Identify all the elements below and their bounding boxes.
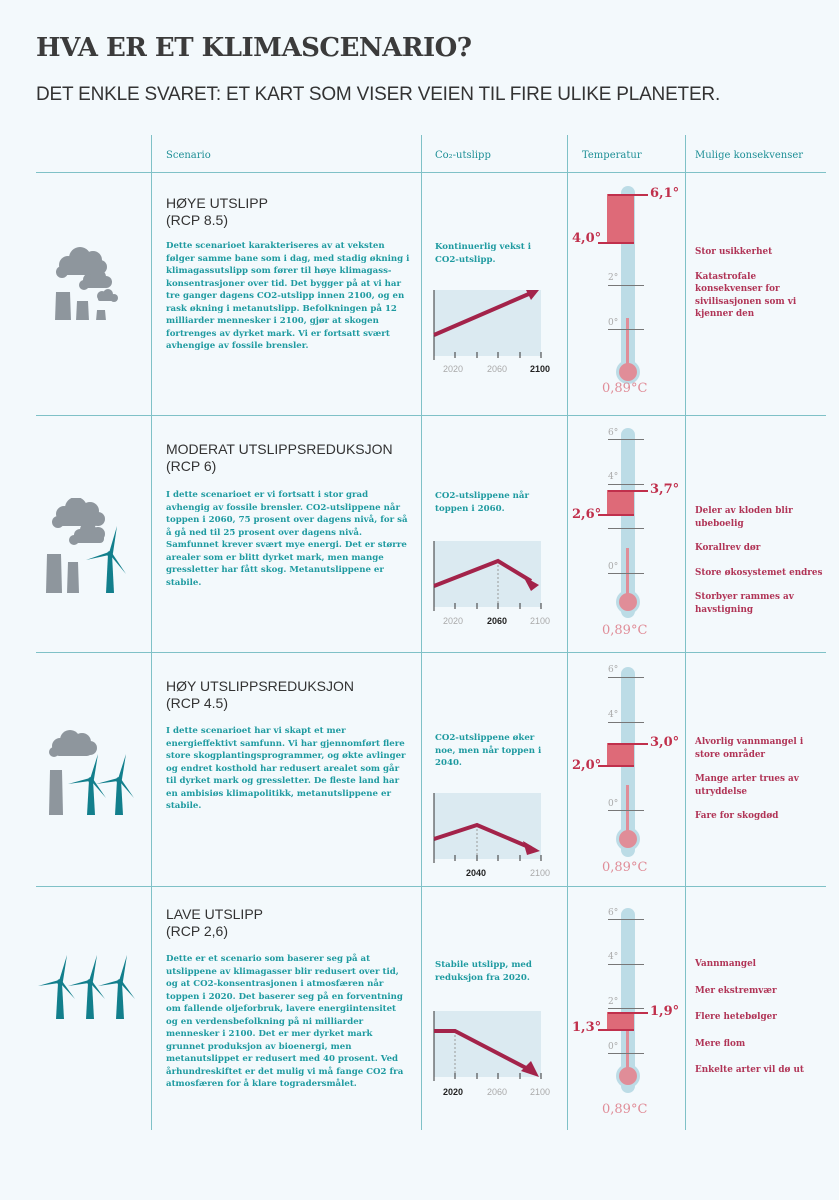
temp-high: 1,9°: [650, 1004, 680, 1019]
temp-tick: 4°: [608, 472, 619, 482]
consequence-item: Katastrofale konsekvenser for sivilisasjonen som vi kjenner den: [695, 271, 797, 319]
consequence-item: Storbyer rammes av havstigning: [695, 592, 794, 615]
temp-tick: 2°: [608, 273, 619, 283]
column-header-co2: Co₂-utslipp: [435, 150, 491, 161]
consequence-item: Stor usikkerhet: [695, 247, 773, 257]
co2-axis-label: 2060: [487, 364, 508, 374]
consequence-item: Deler av kloden blir ubeboelig: [695, 506, 793, 529]
consequence-item: Flere hetebølger: [695, 1012, 777, 1022]
temp-tick: 6°: [608, 428, 619, 438]
scenario-description: Dette scenarioet karakteriseres av at veksten følger samme bane som i dag, med stadig økning i klimagassutslipp som fører til høye klimagass-konsentrasjoner over tid. Det bygger på at vi har tre ganger dagens CO2-utslipp innen 2100, og en rask økning i metanutslipp. Befolkningen på 12 milliarder mennesker i 2100, gjør at skogen fortrenges av dyrket mark. Vi er fortsatt svært avhengige av fossile brensler.: [166, 241, 410, 351]
temp-tick: 0°: [608, 318, 619, 328]
scenario-title: HØY UTSLIPPSREDUKSJON: [166, 678, 355, 694]
co2-trend-chart: [433, 290, 545, 370]
consequence-item: Mange arter trues av utryddelse: [695, 774, 799, 797]
column-header-temperature: Temperatur: [582, 150, 642, 161]
column-divider: [151, 135, 152, 1130]
co2-axis-label-highlight: 2020: [443, 1087, 464, 1097]
scenario-description: I dette scenarioet er vi fortsatt i stor grad avhengig av fossile brensler. CO2-utslippene når toppen i 2060, 75 prosent over dagens nivå, for så å gå ned til 25 prosent over dagens nivå. Samfunnet krever svært mye energi. Det er større arealer som er blitt dyrket mark, men mange gressletter har fått skog. Metanutslippene er stabile.: [166, 490, 408, 588]
scenario-rcp: (RCP 4.5): [166, 695, 228, 711]
co2-axis-label: 2020: [443, 616, 464, 626]
consequence-item: Enkelte arter vil dø ut: [695, 1065, 804, 1075]
factory-smoke-with-two-wind-turbines-icon: [38, 730, 138, 816]
page-subtitle: DET ENKLE SVARET: ET KART SOM VISER VEIEN TIL FIRE ULIKE PLANETER.: [36, 84, 721, 105]
co2-axis-label-highlight: 2040: [466, 868, 487, 878]
consequence-item: Korallrev dør: [695, 543, 761, 553]
three-wind-turbines-icon: [38, 955, 138, 1021]
thermometer: [572, 424, 690, 654]
scenario-description: I dette scenarioet har vi skapt et mer energieffektivt samfunn. Vi har gjennomført flere store skogplantingsprogrammer, og økte avlinger og endret kosthold har redusert arealet som går til dyrket mark og gressletter. De fleste land har en ambisiøs klimapolitikk, metanutslippene er stabile.: [166, 726, 406, 811]
temp-tick: 4°: [608, 952, 619, 962]
row-divider: [36, 652, 826, 653]
column-header-consequences: Mulige konsekvenser: [695, 150, 804, 161]
co2-axis-label: 2060: [487, 1087, 508, 1097]
co2-description: Kontinuerlig vekst i CO2-utslipp.: [435, 242, 531, 265]
temp-tick: 2°: [608, 997, 619, 1007]
row-divider: [36, 886, 826, 887]
consequence-item: Alvorlig vannmangel i store områder: [695, 737, 804, 760]
page-title: HVA ER ET KLIMASCENARIO?: [36, 33, 472, 63]
temp-baseline: 0,89°C: [602, 1102, 648, 1117]
temp-low: 1,3°: [572, 1020, 602, 1035]
co2-axis-label: 2020: [443, 364, 464, 374]
temp-tick: 0°: [608, 562, 619, 572]
temp-baseline: 0,89°C: [602, 623, 648, 638]
factory-smoke-three-chimneys-icon: [38, 240, 128, 320]
consequence-item: Mere flom: [695, 1038, 746, 1049]
temp-tick: 4°: [608, 710, 619, 720]
thermometer: [572, 178, 690, 408]
row-divider: [36, 415, 826, 416]
temp-baseline: 0,89°C: [602, 381, 648, 396]
temp-baseline: 0,89°C: [602, 860, 648, 875]
co2-axis-label: 2100: [530, 616, 551, 626]
consequence-item: Store økosystemet endres: [695, 567, 823, 578]
thermometer: [572, 898, 690, 1128]
scenario-description: Dette er et scenario som baserer seg på at utslippene av klimagasser blir redusert over tid, og at CO2-konsentrasjonen i atmosfæren når toppen i 2020. Det baserer seg på en forventning om fallende oljeforbruk, lavere energiintensitet og en verdensbefolkning på ni milliarder mennesker i 2100. Det er mer dyrket mark grunnet produksjon av bioenergi, men metanutslippet er redusert med 40 prosent. Ved århundreskiftet er det mulig vi må fange CO2 fra atmosfæren for å klare togradersmålet.: [166, 954, 404, 1089]
column-divider: [567, 135, 568, 1130]
temp-low: 4,0°: [572, 231, 602, 246]
consequence-item: Fare for skogdød: [695, 811, 779, 821]
co2-trend-chart: [433, 793, 545, 873]
temp-high: 6,1°: [650, 186, 680, 201]
co2-description: Stabile utslipp, med reduksjon fra 2020.: [435, 960, 532, 983]
row-divider: [36, 172, 826, 173]
scenario-title: HØYE UTSLIPP: [166, 195, 268, 211]
factory-smoke-with-wind-turbine-icon: [38, 498, 138, 594]
scenario-rcp: (RCP 2,6): [166, 923, 228, 939]
temp-tick: 6°: [608, 908, 619, 918]
temp-tick: 6°: [608, 665, 619, 675]
co2-trend-chart: [433, 1011, 545, 1091]
temp-low: 2,0°: [572, 758, 602, 773]
column-divider: [421, 135, 422, 1130]
scenario-title: MODERAT UTSLIPPSREDUKSJON: [166, 441, 393, 457]
co2-description: CO2-utslippene når toppen i 2060.: [435, 491, 529, 514]
thermometer: [572, 661, 690, 891]
co2-description: CO2-utslippene øker noe, men når toppen i 2040.: [435, 733, 542, 768]
scenario-rcp: (RCP 8.5): [166, 212, 228, 228]
temp-high: 3,7°: [650, 482, 680, 497]
temp-high: 3,0°: [650, 735, 680, 750]
co2-trend-chart: [433, 541, 545, 621]
co2-axis-label: 2100: [530, 1087, 551, 1097]
column-header-scenario: Scenario: [166, 150, 211, 161]
temp-low: 2,6°: [572, 507, 602, 522]
temp-tick: 0°: [608, 799, 619, 809]
scenario-title: LAVE UTSLIPP: [166, 906, 264, 922]
co2-axis-label-highlight: 2100: [530, 364, 551, 374]
temp-tick: 0°: [608, 1042, 619, 1052]
scenario-rcp: (RCP 6): [166, 458, 217, 474]
co2-axis-label-highlight: 2060: [487, 616, 508, 626]
consequence-item: Mer ekstremvær: [695, 985, 777, 996]
co2-axis-label: 2100: [530, 868, 551, 878]
consequence-item: Vannmangel: [695, 959, 757, 969]
